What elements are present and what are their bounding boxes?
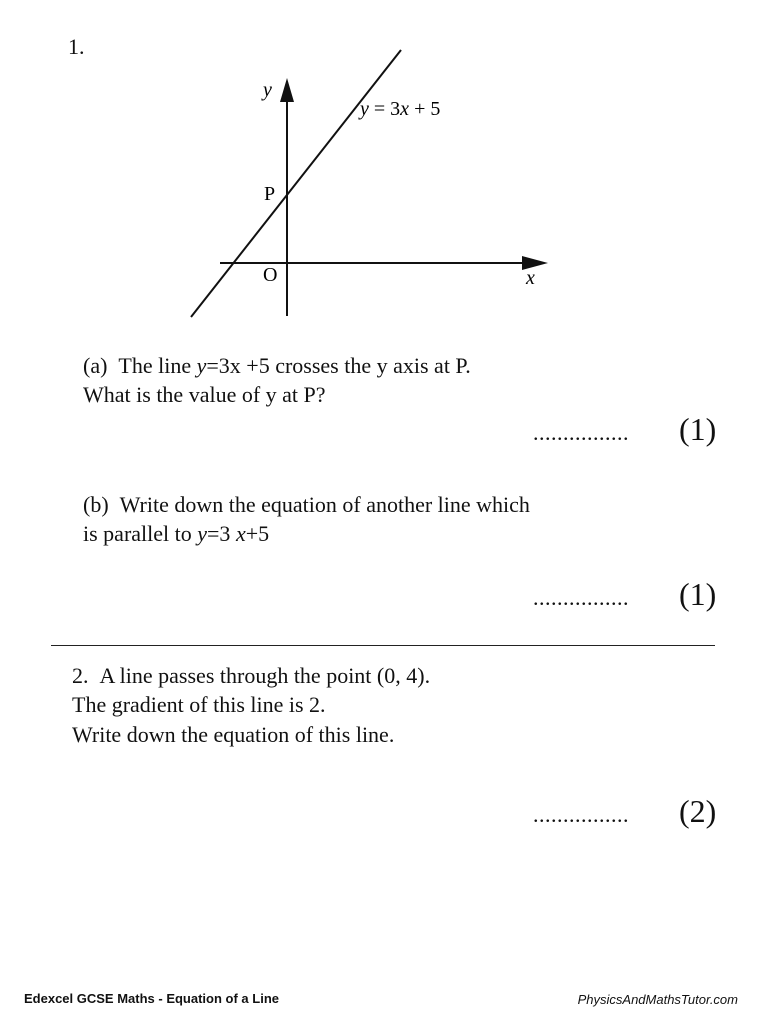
question-1-number: 1. [68, 34, 85, 59]
q1b-line-1: (b) Write down the equation of another line which [83, 492, 530, 517]
q1a-marks: (1) [679, 411, 717, 447]
q2-answer-line: ................ [533, 802, 629, 827]
q1a-eq: =3x +5 [206, 353, 270, 378]
section-divider [51, 645, 715, 646]
q1b-line-2 [83, 519, 269, 549]
q1b-y: y [197, 521, 208, 546]
q1a-line-2: What is the value of y at P? [83, 382, 326, 407]
q1a-y: y [196, 353, 207, 378]
q1a-prefix: (a) The line [83, 353, 197, 378]
origin-label: O [263, 264, 278, 286]
q1b-eq-2: +5 [245, 521, 270, 546]
y-axis-label: y [263, 79, 272, 101]
q1b-marks: (1) [679, 576, 717, 612]
q1a-line-1 [83, 351, 471, 381]
q1a-answer-line: ................ [533, 420, 629, 445]
footer-title: Edexcel GCSE Maths - Equation of a Line [24, 991, 279, 1006]
q1b-eq-1: =3 [207, 521, 236, 546]
x-axis-label: x [526, 267, 535, 289]
q2-line-3: Write down the equation of this line. [72, 722, 395, 747]
y-axis-arrowhead [280, 78, 294, 102]
q1b-prefix: is parallel to [83, 521, 198, 546]
q2-line-1: 2. A line passes through the point (0, 4). [72, 663, 431, 688]
line-equation-label: y = 3x + 5 [360, 98, 441, 120]
q1a-suffix: crosses the y axis at P. [269, 353, 471, 378]
q1b-answer-line: ................ [533, 585, 629, 610]
q1b-x: x [235, 521, 246, 546]
footer-source: PhysicsAndMathsTutor.com [577, 992, 738, 1007]
q2-marks: (2) [679, 793, 717, 829]
line-y-3x-5 [191, 50, 401, 317]
q2-line-2: The gradient of this line is 2. [72, 692, 326, 717]
graph [0, 0, 768, 340]
point-p-label: P [264, 183, 276, 205]
